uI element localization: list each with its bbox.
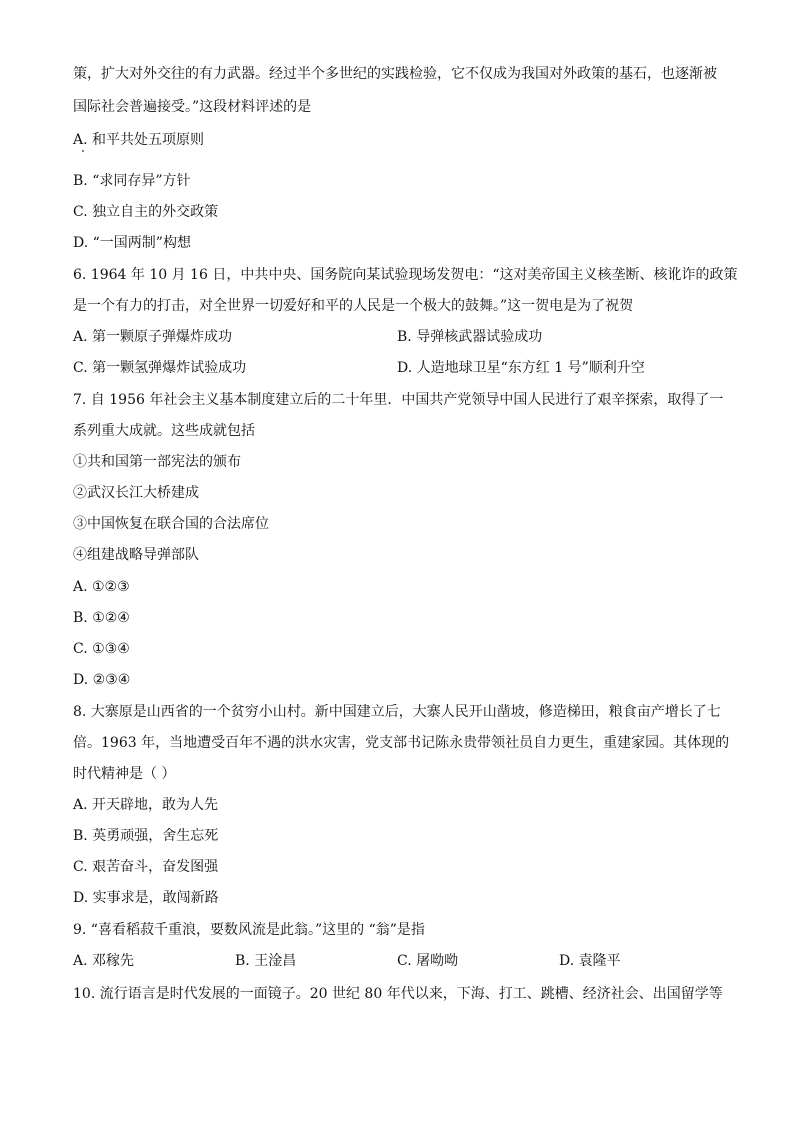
q6-stem-line2: 是一个有力的打击，对全世界一切爱好和平的人民是一个极大的鼓舞。”这一贺电是为了祝贺 [73,298,634,314]
q7-item-2: ②武汉长江大桥建成 [73,485,199,501]
q8-stem-line1: 8. 大寨原是山西省的一个贫穷小山村。新中国建立后，大寨人民开山凿坡，修造梯田，粮食亩产增长了七 [73,704,721,720]
q7-option-b: B. ①②④ [73,610,130,626]
q10-stem-line1: 10. 流行语言是时代发展的一面镜子。20 世纪 80 年代以来，下海、打工、跳槽、经济社会、出国留学等 [73,986,723,1002]
q6-option-a: A. 第一颗原子弹爆炸成功 [73,329,233,345]
q8-option-b: B. 英勇顽强，舍生忘死 [73,828,219,844]
q7-item-4: ④组建战略导弹部队 [73,547,199,563]
q5-option-d: D. “一国两制”构想 [73,235,191,251]
q5-stem-line2: 国际社会普遍接受。”这段材料评述的是 [73,99,312,115]
q7-stem-line1: 7. 自 1956 年社会主义基本制度建立后的二十年里．中国共产党领导中国人民进行了艰辛探索，取得了一 [73,392,724,408]
q7-item-3: ③中国恢复在联合国的合法席位 [73,516,269,532]
q5-option-c: C. 独立自主的外交政策 [73,204,219,220]
q8-stem-line3: 时代精神是（ ） [73,766,176,782]
q5-stem-line1: 策，扩大对外交往的有力武器。经过半个多世纪的实践检验，它不仅成为我国对外政策的基石，也逐渐被 [73,66,717,82]
q7-option-a: A. ①②③ [73,579,130,595]
q7-item-1: ①共和国第一部宪法的颁布 [73,454,241,470]
q6-stem-line1: 6. 1964 年 10 月 16 日，中共中央、国务院向某试验现场发贺电：“这对美帝国主义核垄断、核讹诈的政策 [73,267,738,283]
q9-option-d: D. 袁隆平 [559,953,621,969]
q9-stem: 9. “喜看稻菽千重浪，要数风流是此翁。”这里的 “翁”是指 [73,922,425,938]
q7-stem-line2: 系列重大成就。这些成就包括 [73,423,255,439]
q8-option-c: C. 艰苦奋斗，奋发图强 [73,859,219,875]
q5-option-a: A. 和平共处五项原则 [73,132,205,148]
q8-option-d: D. 实事求是，敢闯新路 [73,890,219,906]
q8-stem-line2: 倍。1963 年，当地遭受百年不遇的洪水灾害，党支部书记陈永贵带领社员自力更生，重建家园。其体现的 [73,735,730,751]
q7-option-d: D. ②③④ [73,672,131,688]
q6-option-c: C. 第一颗氢弹爆炸试验成功 [73,360,247,376]
q5-option-b: B. “求同存异”方针 [73,173,191,189]
q8-option-a: A. 开天辟地，敢为人先 [73,797,219,813]
stray-dot-mark [82,150,84,152]
q9-option-b: B. 王淦昌 [235,953,297,969]
q9-option-a: A. 邓稼先 [73,953,135,969]
q9-option-c: C. 屠呦呦 [397,953,459,969]
q6-option-b: B. 导弹核武器试验成功 [397,329,543,345]
q6-option-d: D. 人造地球卫星“东方红 1 号”顺利升空 [397,360,645,376]
q7-option-c: C. ①③④ [73,641,130,657]
